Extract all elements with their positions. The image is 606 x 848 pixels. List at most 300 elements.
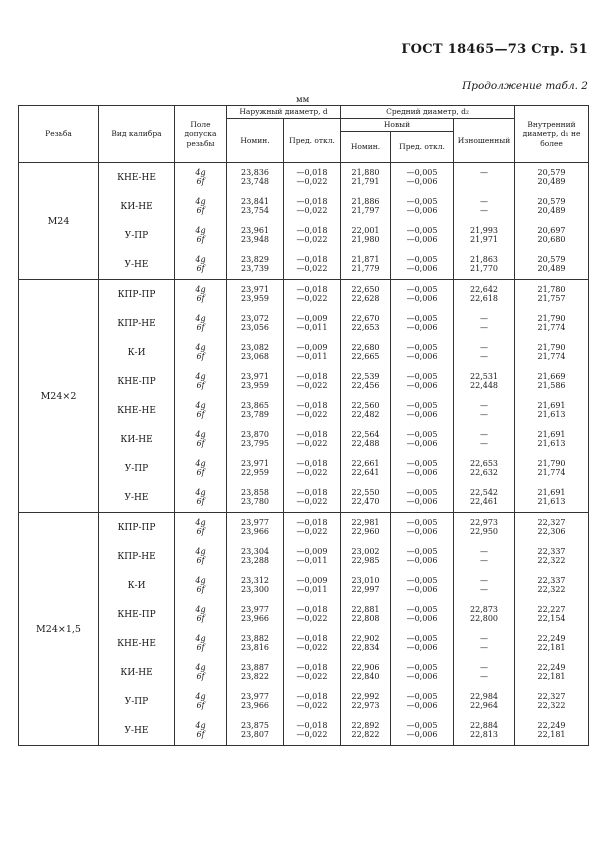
pitch-deviation-cell (391, 658, 454, 687)
cell-value: 22,306 (537, 526, 566, 536)
thread-gauge-table (18, 105, 589, 746)
outer-nominal-cell (227, 513, 284, 543)
header-worn: Изношенный (454, 119, 515, 163)
cell-value: 23,822 (241, 671, 269, 681)
table-row (19, 309, 589, 338)
cell-value: —0,022 (296, 234, 328, 244)
cell-value: 23,959 (241, 380, 269, 390)
cell-value: 4g (195, 314, 206, 324)
cell-value: —0,018 (296, 401, 328, 411)
cell-value: 23,754 (241, 205, 269, 215)
cell-value: —0,022 (296, 409, 328, 419)
cell-value: —0,006 (406, 642, 438, 652)
cell-value: —0,005 (406, 518, 438, 528)
pitch-deviation-cell (391, 542, 454, 571)
cell-value: 6f (196, 584, 205, 594)
pitch-nominal-cell (341, 425, 391, 454)
table-row (19, 338, 589, 367)
outer-nominal-cell (227, 425, 284, 454)
cell-value: —0,009 (296, 343, 328, 353)
outer-deviation-cell (284, 250, 341, 280)
cell-value: —0,022 (296, 263, 328, 273)
cell-value: 21,790 (537, 343, 566, 353)
cell-value: 4g (195, 168, 206, 178)
cell-value: 6f (196, 263, 205, 273)
tolerance-field-cell (175, 629, 227, 658)
cell-value: 21,691 (537, 488, 566, 498)
cell-value: —0,006 (406, 380, 438, 390)
cell-value: 22,960 (351, 526, 380, 536)
inner-diameter-cell (515, 163, 589, 193)
pitch-deviation-cell (391, 629, 454, 658)
cell-value: 23,971 (241, 459, 269, 469)
table-row (19, 483, 589, 513)
cell-value: —0,006 (406, 409, 438, 419)
outer-nominal-cell (227, 629, 284, 658)
pitch-nominal-cell (341, 687, 391, 716)
cell-value: 21,613 (537, 496, 566, 506)
cell-value: —0,005 (406, 459, 438, 469)
table-continuation-label: Продолжение табл. 2 (462, 80, 588, 92)
cell-value: 22,181 (537, 642, 566, 652)
cell-value: 23,865 (241, 401, 269, 411)
outer-deviation-cell (284, 513, 341, 543)
cell-value: —0,006 (406, 555, 438, 565)
header-new: Новый (341, 119, 454, 132)
worn-diameter-cell (454, 513, 515, 543)
table-row (19, 367, 589, 396)
inner-diameter-cell (515, 367, 589, 396)
inner-diameter-cell (515, 716, 589, 746)
worn-diameter-cell (454, 425, 515, 454)
outer-deviation-cell (284, 425, 341, 454)
worn-diameter-cell (454, 221, 515, 250)
inner-diameter-cell (515, 483, 589, 513)
cell-value: 21,613 (537, 409, 566, 419)
outer-nominal-cell (227, 280, 284, 310)
pitch-nominal-cell (341, 163, 391, 193)
cell-value: 22,992 (351, 692, 380, 702)
cell-value: 23,966 (241, 613, 269, 623)
pitch-nominal-cell (341, 716, 391, 746)
inner-diameter-cell (515, 425, 589, 454)
cell-value: 22,337 (537, 547, 566, 557)
cell-value: 22,322 (537, 584, 566, 594)
cell-value: 4g (195, 197, 206, 207)
cell-value: 23,300 (241, 584, 269, 594)
cell-value: —0,006 (406, 234, 438, 244)
outer-nominal-cell (227, 192, 284, 221)
cell-value: —0,006 (406, 496, 438, 506)
cell-value: —0,018 (296, 663, 328, 673)
tolerance-field-cell (175, 542, 227, 571)
outer-deviation-cell (284, 367, 341, 396)
cell-value: 22,542 (470, 488, 499, 498)
table-row (19, 192, 589, 221)
cell-value: —0,005 (406, 692, 438, 702)
cell-value: 6f (196, 176, 205, 186)
cell-value: —0,011 (296, 555, 328, 565)
cell-value: 20,579 (537, 168, 566, 178)
cell-value: —0,005 (406, 255, 438, 265)
cell-value: 22,249 (537, 663, 566, 673)
cell-value: 21,669 (537, 372, 566, 382)
cell-value: 23,010 (351, 576, 380, 586)
cell-value: 23,816 (241, 642, 269, 652)
outer-deviation-cell (284, 687, 341, 716)
cell-value: 22,808 (351, 613, 380, 623)
cell-value: 6f (196, 293, 205, 303)
table-row (19, 396, 589, 425)
cell-value: —0,006 (406, 467, 438, 477)
gauge-type-cell: КПР-ПР (99, 513, 175, 543)
cell-value: —0,005 (406, 605, 438, 615)
cell-value: 4g (195, 430, 206, 440)
cell-value: 22,959 (241, 467, 269, 477)
cell-value: —0,018 (296, 372, 328, 382)
gauge-type-cell: К-И (99, 571, 175, 600)
cell-value: 6f (196, 613, 205, 623)
cell-value: 23,971 (241, 372, 269, 382)
pitch-deviation-cell (391, 687, 454, 716)
tolerance-field-cell (175, 163, 227, 193)
outer-nominal-cell (227, 483, 284, 513)
cell-value: 22,973 (470, 518, 499, 528)
cell-value: —0,005 (406, 576, 438, 586)
cell-value: 22,661 (351, 459, 380, 469)
tolerance-field-cell (175, 483, 227, 513)
pitch-nominal-cell (341, 192, 391, 221)
cell-value: 23,739 (241, 263, 269, 273)
tolerance-field-cell (175, 367, 227, 396)
thread-size-cell: M24 (19, 163, 99, 280)
cell-value: —0,022 (296, 438, 328, 448)
cell-value: 22,550 (351, 488, 380, 498)
cell-value: —0,006 (406, 176, 438, 186)
cell-value: —0,006 (406, 322, 438, 332)
cell-value: —0,005 (406, 372, 438, 382)
gauge-type-cell: У-ПР (99, 687, 175, 716)
outer-deviation-cell (284, 600, 341, 629)
inner-diameter-cell (515, 571, 589, 600)
outer-nominal-cell (227, 367, 284, 396)
cell-value: —0,005 (406, 634, 438, 644)
outer-deviation-cell (284, 629, 341, 658)
page-header: ГОСТ 18465—73 Стр. 51 (401, 42, 588, 57)
header-thread: Резьба (19, 106, 99, 163)
pitch-deviation-cell (391, 338, 454, 367)
cell-value: 23,887 (241, 663, 269, 673)
cell-value: 23,829 (241, 255, 269, 265)
pitch-deviation-cell (391, 425, 454, 454)
cell-value: 23,971 (241, 285, 269, 295)
cell-value: 22,461 (470, 496, 499, 506)
table-row (19, 600, 589, 629)
cell-value: 23,948 (241, 234, 269, 244)
cell-value: —0,018 (296, 285, 328, 295)
cell-value: 22,800 (470, 613, 499, 623)
cell-value: 21,863 (470, 255, 499, 265)
table-row (19, 513, 589, 543)
cell-value: 22,670 (351, 314, 380, 324)
cell-value: 6f (196, 642, 205, 652)
outer-deviation-cell (284, 716, 341, 746)
cell-value: — (480, 555, 489, 565)
worn-diameter-cell (454, 629, 515, 658)
inner-diameter-cell (515, 454, 589, 483)
cell-value: — (480, 314, 489, 324)
cell-value: —0,022 (296, 293, 328, 303)
tolerance-field-cell (175, 192, 227, 221)
pitch-deviation-cell (391, 571, 454, 600)
gauge-type-cell: У-НЕ (99, 716, 175, 746)
cell-value: 21,971 (470, 234, 499, 244)
cell-value: — (480, 197, 489, 207)
inner-diameter-cell (515, 658, 589, 687)
pitch-deviation-cell (391, 454, 454, 483)
cell-value: 6f (196, 700, 205, 710)
cell-value: 21,791 (351, 176, 380, 186)
cell-value: —0,022 (296, 613, 328, 623)
cell-value: 23,959 (241, 293, 269, 303)
cell-value: —0,006 (406, 700, 438, 710)
cell-value: 4g (195, 285, 206, 295)
outer-deviation-cell (284, 658, 341, 687)
outer-deviation-cell (284, 542, 341, 571)
cell-value: 22,906 (351, 663, 380, 673)
cell-value: —0,018 (296, 692, 328, 702)
cell-value: —0,009 (296, 547, 328, 557)
table-row (19, 629, 589, 658)
inner-diameter-cell (515, 542, 589, 571)
cell-value: 23,977 (241, 518, 269, 528)
cell-value: — (480, 401, 489, 411)
worn-diameter-cell (454, 658, 515, 687)
cell-value: 22,984 (470, 692, 499, 702)
cell-value: 21,993 (470, 226, 499, 236)
cell-value: 23,312 (241, 576, 269, 586)
worn-diameter-cell (454, 483, 515, 513)
inner-diameter-cell (515, 396, 589, 425)
cell-value: 22,337 (537, 576, 566, 586)
cell-value: —0,022 (296, 467, 328, 477)
cell-value: 4g (195, 547, 206, 557)
cell-value: 4g (195, 401, 206, 411)
gauge-type-cell: У-ПР (99, 221, 175, 250)
cell-value: 21,757 (537, 293, 566, 303)
pitch-nominal-cell (341, 396, 391, 425)
outer-deviation-cell (284, 163, 341, 193)
cell-value: 21,880 (351, 168, 380, 178)
tolerance-field-cell (175, 396, 227, 425)
header-pitch-nominal: Номин. (341, 132, 391, 163)
cell-value: 22,813 (470, 729, 499, 739)
pitch-deviation-cell (391, 250, 454, 280)
worn-diameter-cell (454, 687, 515, 716)
outer-nominal-cell (227, 716, 284, 746)
cell-value: 22,327 (537, 518, 566, 528)
tolerance-field-cell (175, 658, 227, 687)
pitch-deviation-cell (391, 221, 454, 250)
gauge-type-cell: У-ПР (99, 454, 175, 483)
gauge-type-cell: КПР-НЕ (99, 542, 175, 571)
cell-value: —0,005 (406, 343, 438, 353)
cell-value: —0,006 (406, 671, 438, 681)
pitch-deviation-cell (391, 483, 454, 513)
cell-value: 21,586 (537, 380, 566, 390)
cell-value: 22,322 (537, 700, 566, 710)
pitch-nominal-cell (341, 338, 391, 367)
cell-value: —0,018 (296, 430, 328, 440)
worn-diameter-cell (454, 716, 515, 746)
cell-value: — (480, 642, 489, 652)
cell-value: 23,780 (241, 496, 269, 506)
cell-value: 22,327 (537, 692, 566, 702)
cell-value: 21,691 (537, 401, 566, 411)
cell-value: —0,022 (296, 642, 328, 652)
gauge-type-cell: КНЕ-НЕ (99, 163, 175, 193)
cell-value: — (480, 343, 489, 353)
cell-value: — (480, 205, 489, 215)
tolerance-field-cell (175, 600, 227, 629)
cell-value: —0,005 (406, 547, 438, 557)
cell-value: — (480, 322, 489, 332)
gauge-type-cell: КНЕ-ПР (99, 367, 175, 396)
cell-value: —0,005 (406, 401, 438, 411)
cell-value: 22,531 (470, 372, 499, 382)
worn-diameter-cell (454, 163, 515, 193)
cell-value: —0,018 (296, 197, 328, 207)
outer-deviation-cell (284, 221, 341, 250)
cell-value: —0,005 (406, 168, 438, 178)
cell-value: 21,613 (537, 438, 566, 448)
tolerance-field-cell (175, 513, 227, 543)
gauge-type-cell: У-НЕ (99, 483, 175, 513)
cell-value: 23,966 (241, 526, 269, 536)
cell-value: —0,006 (406, 205, 438, 215)
table-row (19, 250, 589, 280)
cell-value: 21,774 (537, 467, 566, 477)
cell-value: —0,006 (406, 729, 438, 739)
cell-value: 6f (196, 322, 205, 332)
outer-deviation-cell (284, 192, 341, 221)
cell-value: 20,489 (537, 176, 566, 186)
cell-value: —0,005 (406, 488, 438, 498)
header-outer-deviation: Пред. откл. (284, 119, 341, 163)
worn-diameter-cell (454, 542, 515, 571)
cell-value: 22,680 (351, 343, 380, 353)
worn-diameter-cell (454, 250, 515, 280)
cell-value: 6f (196, 729, 205, 739)
cell-value: 23,795 (241, 438, 269, 448)
unit-label: мм (296, 95, 310, 105)
gauge-type-cell: КНЕ-НЕ (99, 396, 175, 425)
worn-diameter-cell (454, 396, 515, 425)
worn-diameter-cell (454, 600, 515, 629)
pitch-nominal-cell (341, 367, 391, 396)
outer-nominal-cell (227, 338, 284, 367)
cell-value: —0,005 (406, 430, 438, 440)
cell-value: 6f (196, 526, 205, 536)
inner-diameter-cell (515, 513, 589, 543)
gauge-type-cell: КНЕ-НЕ (99, 629, 175, 658)
cell-value: —0,005 (406, 663, 438, 673)
tolerance-field-cell (175, 454, 227, 483)
cell-value: 21,779 (351, 263, 380, 273)
worn-diameter-cell (454, 338, 515, 367)
outer-nominal-cell (227, 687, 284, 716)
cell-value: 22,448 (470, 380, 499, 390)
cell-value: 22,642 (470, 285, 499, 295)
cell-value: 6f (196, 496, 205, 506)
pitch-deviation-cell (391, 280, 454, 310)
cell-value: —0,018 (296, 226, 328, 236)
cell-value: 23,304 (241, 547, 269, 557)
cell-value: —0,018 (296, 518, 328, 528)
worn-diameter-cell (454, 280, 515, 310)
cell-value: 23,977 (241, 692, 269, 702)
cell-value: 20,697 (537, 226, 566, 236)
cell-value: 20,489 (537, 205, 566, 215)
cell-value: 22,950 (470, 526, 499, 536)
pitch-deviation-cell (391, 513, 454, 543)
tolerance-field-cell (175, 716, 227, 746)
cell-value: 22,539 (351, 372, 380, 382)
cell-value: 21,886 (351, 197, 380, 207)
cell-value: 4g (195, 226, 206, 236)
thread-size-cell: M24×1,5 (19, 513, 99, 746)
cell-value: 6f (196, 438, 205, 448)
cell-value: 21,871 (351, 255, 380, 265)
cell-value: —0,022 (296, 671, 328, 681)
inner-diameter-cell (515, 250, 589, 280)
cell-value: 23,082 (241, 343, 269, 353)
cell-value: 23,961 (241, 226, 269, 236)
inner-diameter-cell (515, 687, 589, 716)
cell-value: —0,006 (406, 263, 438, 273)
tolerance-field-cell (175, 221, 227, 250)
outer-nominal-cell (227, 600, 284, 629)
cell-value: 22,873 (470, 605, 499, 615)
cell-value: 22,892 (351, 721, 380, 731)
cell-value: 22,881 (351, 605, 380, 615)
cell-value: 23,977 (241, 605, 269, 615)
outer-nominal-cell (227, 454, 284, 483)
cell-value: 23,288 (241, 555, 269, 565)
worn-diameter-cell (454, 571, 515, 600)
header-gauge-type: Вид калибра (99, 106, 175, 163)
gauge-type-cell: КИ-НЕ (99, 192, 175, 221)
cell-value: —0,018 (296, 605, 328, 615)
outer-nominal-cell (227, 658, 284, 687)
inner-diameter-cell (515, 192, 589, 221)
tolerance-field-cell (175, 250, 227, 280)
cell-value: — (480, 438, 489, 448)
cell-value: 4g (195, 255, 206, 265)
cell-value: 23,966 (241, 700, 269, 710)
cell-value: 6f (196, 555, 205, 565)
cell-value (454, 178, 514, 186)
cell-value: 20,680 (537, 234, 566, 244)
cell-value: 22,001 (351, 226, 380, 236)
cell-value: 22,653 (351, 322, 380, 332)
cell-value: —0,022 (296, 729, 328, 739)
gauge-type-cell: К-И (99, 338, 175, 367)
table-row (19, 425, 589, 454)
cell-value: —0,005 (406, 285, 438, 295)
cell-value: 23,068 (241, 351, 269, 361)
cell-value: 22,884 (470, 721, 499, 731)
